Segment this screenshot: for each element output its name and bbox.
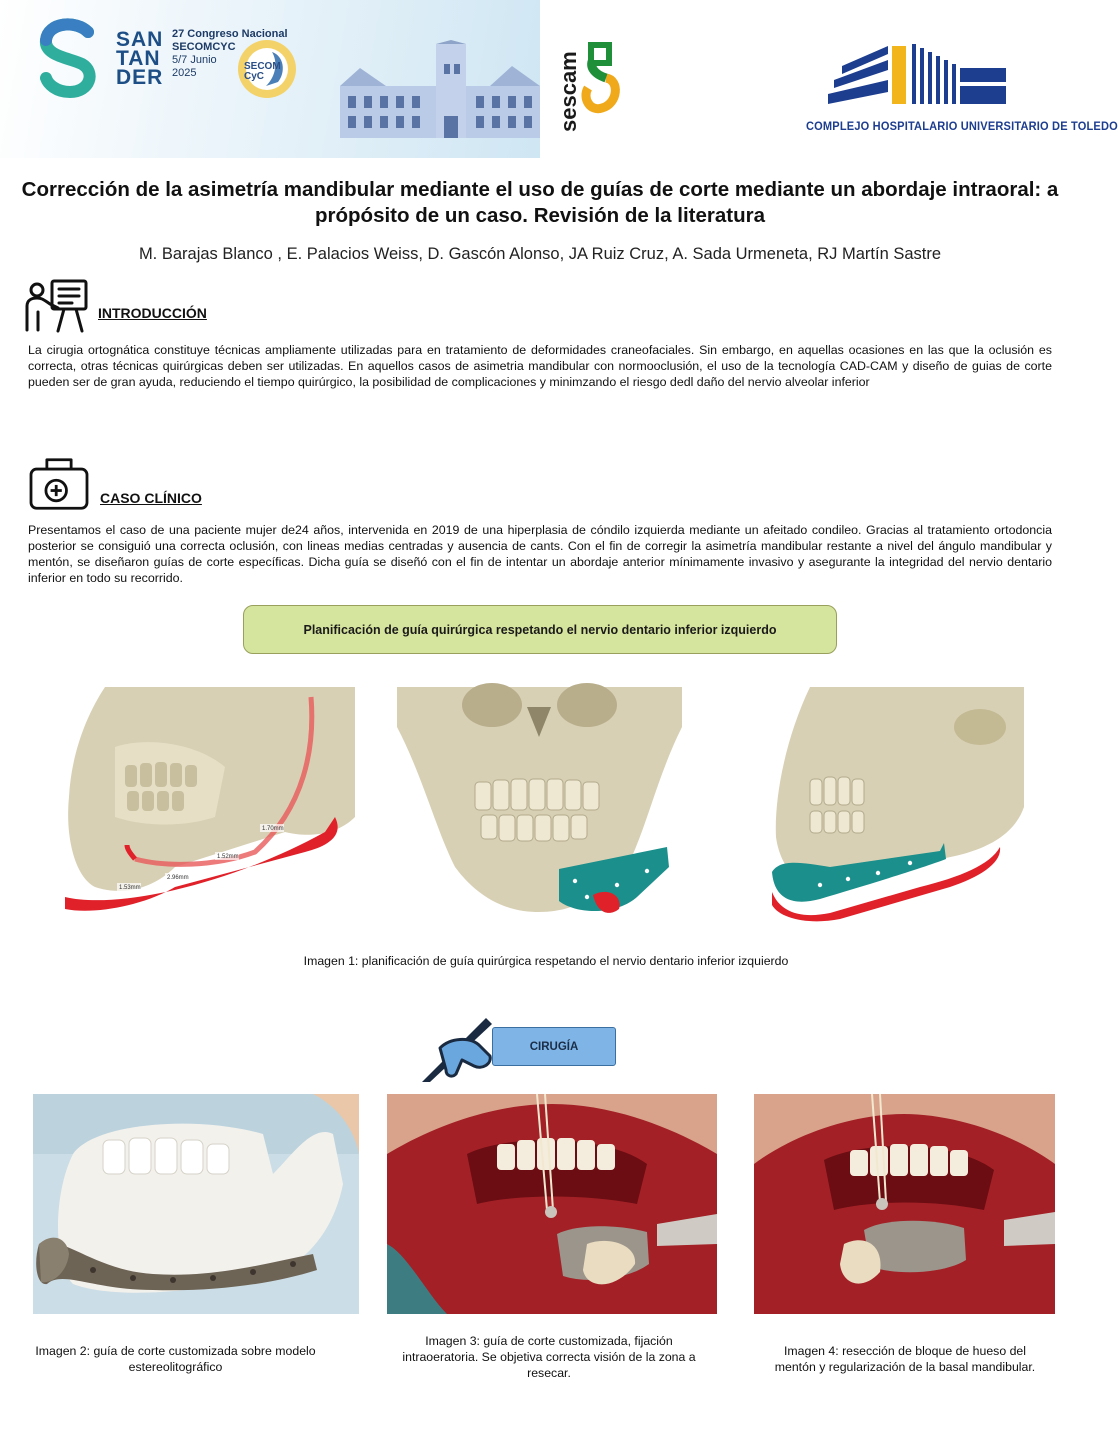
congress-banner	[0, 0, 540, 158]
image3-caption: Imagen 3: guía de corte customizada, fijación intraoeratoria. Se objetiva correcta visión de la zona a resecar.	[402, 1334, 696, 1380]
planning-banner: Planificación de guía quirúrgica respetando el nervio dentario inferior izquierdo	[243, 605, 837, 654]
hospital-toledo-logo	[828, 42, 1006, 108]
teacher-board-icon	[24, 278, 90, 334]
skull-lateral-guide-image	[770, 687, 1024, 922]
medical-kit-icon	[26, 456, 92, 512]
measure-label-4: 1.53mm	[119, 885, 141, 891]
caso-clinico-text: Presentamos el caso de una paciente mujer de24 años, intervenida en 2019 de una hiperplasia de cóndilo izquierda mediante un afeitado condileo. Gracias al tratamiento ortodoncia posterior se consiguió una correcta oclusión, con lineas medias centradas y ausencia de cants. Con el fin de corregir la asimetría mandibular restante a nivel del ángulo mandibular y mentón, se diseñaron guías de corte específicas. Dicha guía se diseñó con el fin de intentar un abordaje anterior mínimamente invasivo y asegurante la integridad del nervio dentario inferior en todo su recorrido.	[28, 523, 1052, 585]
sescam-label: sescam	[556, 51, 581, 132]
image2-caption: Imagen 2: guía de corte customizada sobre modelo estereolitográfico	[35, 1344, 316, 1374]
skull-lateral-nerve-image	[55, 687, 355, 922]
santander-s-logo	[30, 18, 110, 96]
photo-guide-on-model	[33, 1094, 359, 1314]
cirugia-label: CIRUGÍA	[492, 1027, 616, 1066]
santander-wordmark: SAN TAN DER	[116, 28, 164, 89]
introduccion-text: La cirugia ortognática constituye técnicas ampliamente utilizadas para en tratamiento de deformidades craneofaciales. Sin embargo, en aquellas ocasiones en las que la oclusión es correcta, otras técnicas quirúrgicas deben ser utilizadas. En aquellos casos de asimetria mandibular con normooclusión, el uso de la tecnología CAD-CAM y diseño de guias de corte pueden ser de gran ayuda, reduciendo el tiempo quirúrgico, la posibilidad de complicaciones y minimzando el riesgo dedl daño del nervio alveolar inferior	[28, 343, 1052, 389]
image4-caption: Imagen 4: resección de bloque de hueso del mentón y regularización de la basal mandibular.	[774, 1344, 1036, 1374]
sescam-logo	[554, 28, 626, 136]
poster-title: Corrección de la asimetría mandibular mediante el uso de guías de corte mediante un abordaje intraoral: a própósito de un caso. Revisión de la literatura	[21, 178, 1059, 227]
hospital-name: COMPLEJO HOSPITALARIO UNIVERSITARIO DE TOLEDO	[806, 119, 1118, 133]
caso-clinico-heading: CASO CLÍNICO	[100, 490, 202, 506]
measure-label-1: 1.70mm	[262, 826, 284, 832]
poster-authors: M. Barajas Blanco , E. Palacios Weiss, D. Gascón Alonso, JA Ruiz Cruz, A. Sada Urmeneta, RJ Martín Sastre	[138, 245, 942, 263]
measure-label-2: 1.52mm	[217, 854, 239, 860]
palace-illustration	[340, 40, 540, 138]
photo-bone-resection	[754, 1094, 1055, 1314]
congress-info: 27 Congreso Nacional SECOMCYC 5/7 Junio 2025	[172, 28, 288, 79]
skull-frontal-guide-image	[397, 687, 682, 922]
scalpel-hand-icon	[416, 1012, 498, 1086]
measure-label-3: 2.96mm	[167, 875, 189, 881]
photo-intraoperative-fixation	[387, 1094, 717, 1314]
secom-badge-text: SECOM CyC	[244, 61, 281, 82]
introduccion-heading: INTRODUCCIÓN	[98, 305, 207, 321]
image1-caption: Imagen 1: planificación de guía quirúrgica respetando el nervio dentario inferior izquierdo	[303, 954, 789, 968]
